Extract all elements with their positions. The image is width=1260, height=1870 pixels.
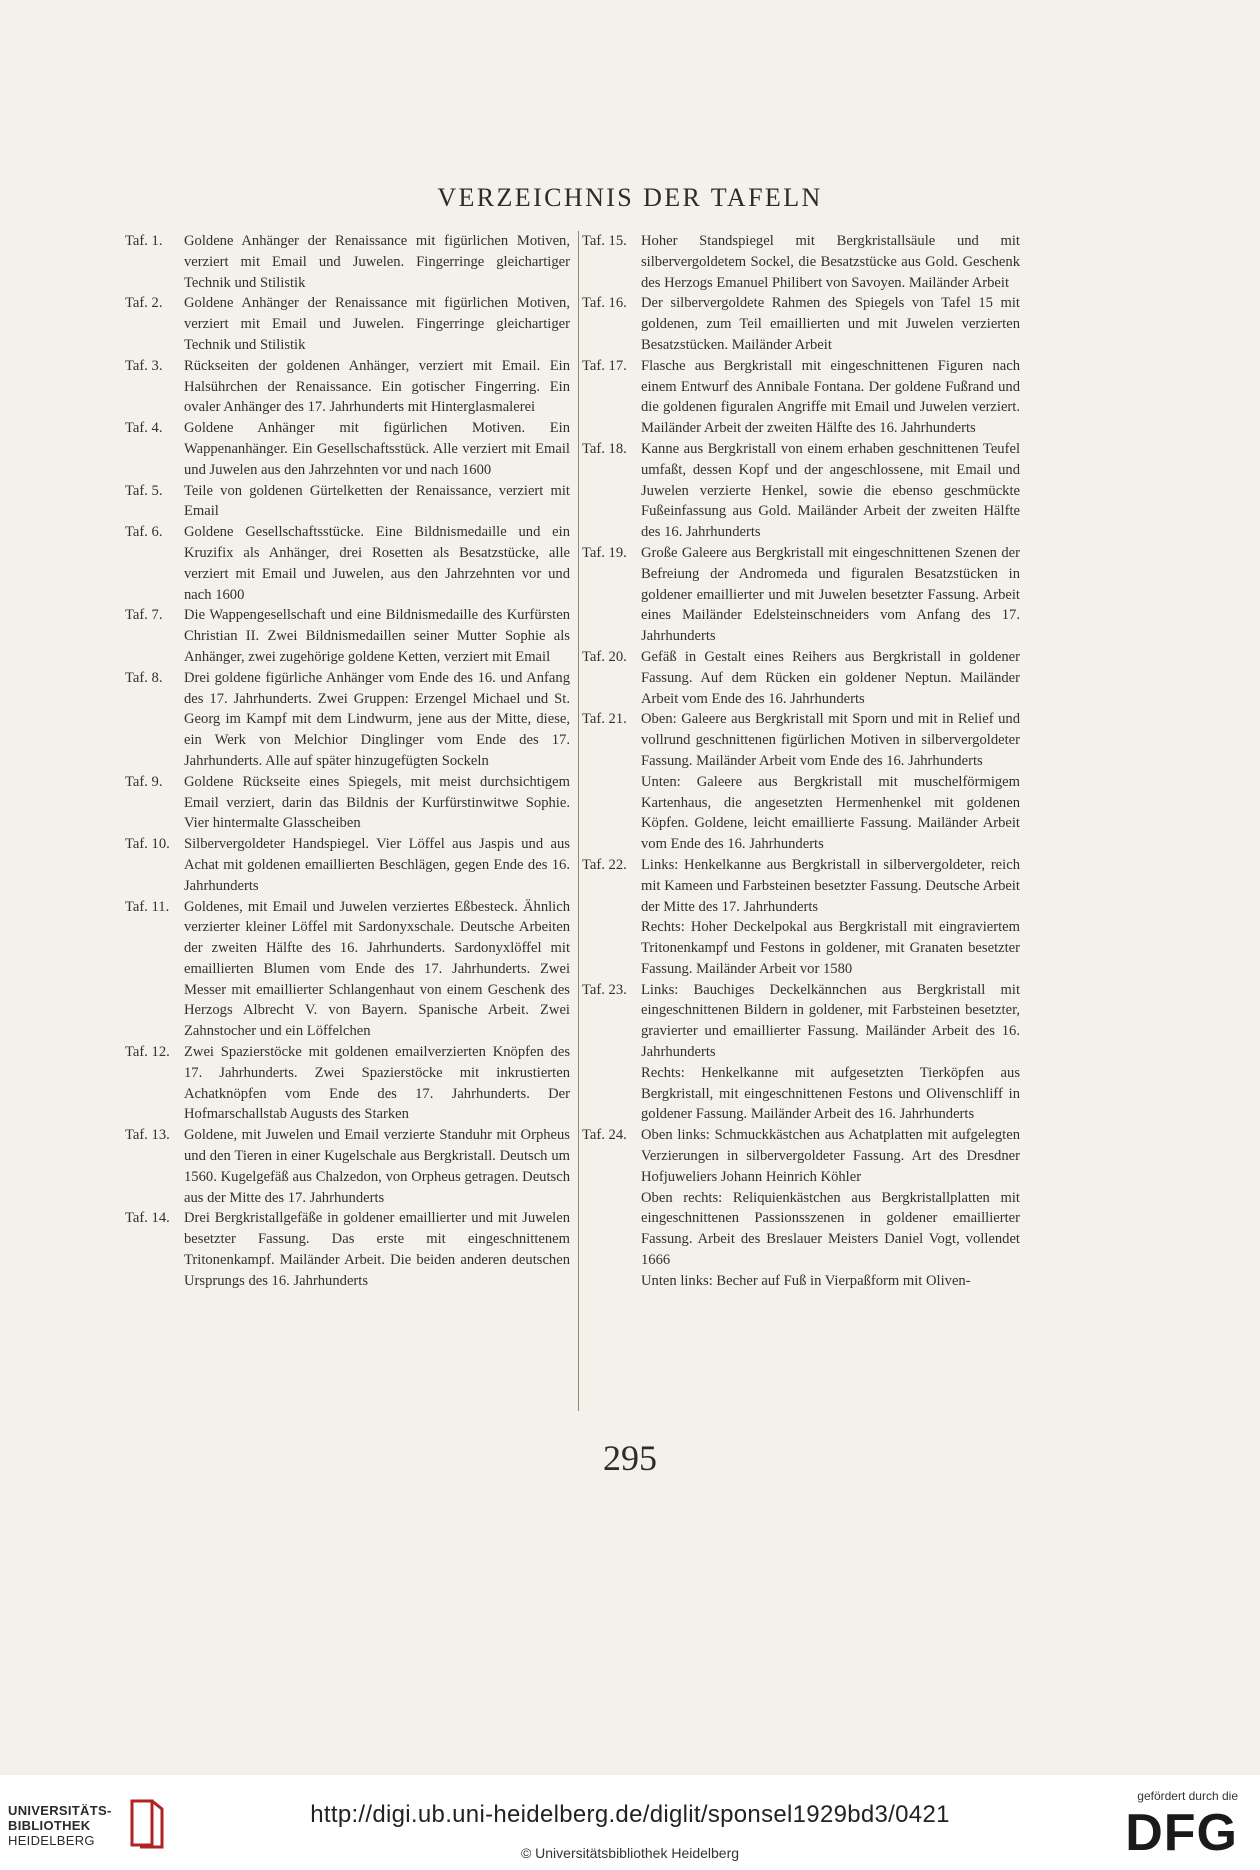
plate-entry	[582, 709, 1020, 855]
plate-entry	[125, 772, 570, 834]
plate-description	[184, 1125, 570, 1208]
plate-entry	[582, 980, 1020, 1126]
plate-description	[641, 980, 1020, 1126]
plate-description-paragraph: Links: Henkelkanne aus Bergkristall in silbervergoldeter, reich mit Kameen und Farbsteinen besetzter Fassung. Deutsche Arbeit der Mitte des 17. Jahrhunderts	[641, 856, 1020, 915]
plate-description	[184, 231, 570, 293]
plate-description-paragraph: Oben rechts: Reliquienkästchen aus Bergkristallplatten mit eingeschnittenen Passionsszenen in goldener emaillierter Fassung. Arbeit des Breslauer Meisters Daniel Vogt, vollendet 1666	[641, 1189, 1020, 1269]
right-column	[582, 231, 1020, 1292]
dfg-logo[interactable]: DFG	[1125, 1804, 1238, 1862]
plate-description	[641, 855, 1020, 980]
plate-entry	[582, 293, 1020, 355]
plate-description-paragraph: Hoher Standspiegel mit Bergkristallsäule und mit silbervergoldetem Sockel, die Besatzstücke aus Gold. Geschenk des Herzogs Emanuel Philibert von Savoyen. Mailänder Arbeit	[641, 233, 1020, 291]
footer-bar	[0, 1775, 1260, 1870]
plate-description-paragraph: Silbervergoldeter Handspiegel. Vier Löffel aus Jaspis und aus Achat mit goldenen emaillierten Beschlägen, gegen Ende des 16. Jahrhunderts	[184, 836, 570, 894]
plate-entry	[125, 481, 570, 523]
plate-description	[184, 897, 570, 1043]
plate-description-paragraph: Goldene Rückseite eines Spiegels, mit meist durchsichtigem Email verziert, darin das Bildnis der Kurfürstinwitwe Sophie. Vier hintermalte Glasscheiben	[184, 773, 570, 832]
plate-entry	[125, 1042, 570, 1125]
plate-entry	[125, 605, 570, 667]
plate-entry	[125, 293, 570, 355]
plate-description-paragraph: Unten links: Becher auf Fuß in Vierpaßform mit Oliven-	[641, 1272, 971, 1289]
plate-number: Taf. 4.	[125, 420, 163, 437]
plate-entry	[582, 543, 1020, 647]
plate-description-paragraph: Goldene Anhänger der Renaissance mit figürlichen Motiven, verziert mit Email und Juwelen. Fingerringe gleichartiger Technik und Stilistik	[184, 295, 570, 353]
plate-description-paragraph: Oben: Galeere aus Bergkristall mit Sporn und mit in Relief und vollrund geschnittenen figürlichen Motiven in silbervergoldeter Fassung. Mailänder Arbeit vom Ende des 16. Jahrhunderts	[641, 711, 1020, 769]
page-number: 295	[603, 1438, 657, 1478]
plate-number: Taf. 18.	[582, 440, 627, 457]
plate-entry	[582, 855, 1020, 980]
plate-description-paragraph: Teile von goldenen Gürtelketten der Renaissance, verziert mit Email	[184, 482, 570, 520]
plate-description	[641, 1125, 1020, 1291]
plate-entry	[125, 1125, 570, 1208]
plate-description-paragraph: Rechts: Henkelkanne mit aufgesetzten Tierköpfen aus Bergkristall, mit eingeschnittenen Festons und Olivenschliff in goldener Fassung. Mailänder Arbeit des 16. Jahrhunderts	[641, 1064, 1020, 1123]
funding-caption: gefördert durch die	[1137, 1789, 1238, 1803]
plate-number: Taf. 20.	[582, 648, 627, 665]
plate-entry	[125, 834, 570, 896]
plate-description	[184, 1042, 570, 1125]
plate-entry	[582, 1125, 1020, 1291]
left-column	[125, 231, 570, 1292]
plate-number: Taf. 8.	[125, 669, 163, 686]
plate-number: Taf. 24.	[582, 1127, 627, 1144]
plate-entry	[125, 231, 570, 293]
plate-entry	[582, 439, 1020, 543]
plate-number: Taf. 7.	[125, 607, 163, 624]
plate-description	[184, 1208, 570, 1291]
document-url-link[interactable]: http://digi.ub.uni-heidelberg.de/diglit/sponsel1929bd3/0421	[310, 1801, 950, 1828]
plate-number: Taf. 9.	[125, 773, 163, 790]
plate-description	[641, 231, 1020, 293]
plate-description-paragraph: Rechts: Hoher Deckelpokal aus Bergkristall mit eingraviertem Tritonenkampf und Festons in goldener, mit Granaten besetzter Fassung. Mailänder Arbeit vor 1580	[641, 919, 1020, 977]
plate-entry	[125, 897, 570, 1043]
plate-number: Taf. 1.	[125, 233, 163, 249]
plate-description-paragraph: Zwei Spazierstöcke mit goldenen emailverzierten Knöpfen des 17. Jahrhunderts. Zwei Spazierstöcke mit inkrustierten Achatknöpfen vom Ende des 17. Jahrhunderts. Der Hofmarschallstab Augusts des Starken	[184, 1044, 570, 1123]
plate-entry	[582, 231, 1020, 293]
plate-description	[184, 668, 570, 772]
plate-description-paragraph: Drei goldene figürliche Anhänger vom Ende des 16. und Anfang des 17. Jahrhunderts. Zwei Gruppen: Erzengel Michael und St. Georg im Kampf mit dem Lindwurm, jene aus der Mitte, diese, ein Werk von Melchior Dinglinger vom Ende des 17. Jahrhunderts. Alle auf später hinzugefügten Sockeln	[184, 669, 570, 769]
plate-description	[184, 418, 570, 480]
library-name-line2: BIBLIOTHEK	[8, 1818, 91, 1833]
plate-number: Taf. 11.	[125, 898, 170, 915]
plate-entry	[125, 356, 570, 418]
plate-number: Taf. 3.	[125, 357, 163, 374]
plate-description-paragraph: Kanne aus Bergkristall von einem erhaben geschnittenen Teufel umfaßt, dessen Kopf und der angeschlossene, mit Email und Juwelen verzierte Henkel, sowie die ebenso geschmückte Fußeinfassung aus Gold. Mailänder Arbeit der zweiten Hälfte des 16. Jahrhunderts	[641, 440, 1020, 541]
plate-description	[184, 834, 570, 896]
plate-number: Taf. 12.	[125, 1044, 170, 1061]
plate-entry	[582, 647, 1020, 709]
column-divider	[578, 231, 579, 1411]
plate-number: Taf. 23.	[582, 981, 627, 998]
copyright-notice: © Universitätsbibliothek Heidelberg	[520, 1845, 740, 1861]
plate-number: Taf. 5.	[125, 482, 163, 499]
plate-number: Taf. 13.	[125, 1127, 170, 1144]
plate-number: Taf. 10.	[125, 836, 170, 853]
plate-description	[184, 772, 570, 834]
plate-description-paragraph: Links: Bauchiges Deckelkännchen aus Bergkristall mit eingeschnittenen Bildern in goldener, mit Farbsteinen besetzter, gravierter und emaillierter Fassung. Mailänder Arbeit des 16. Jahrhunderts	[641, 981, 1020, 1061]
plate-number: Taf. 16.	[582, 295, 627, 312]
plate-description-paragraph: Goldene Gesellschaftsstücke. Eine Bildnismedaille und ein Kruzifix als Anhänger, drei Rosetten als Besatzstücke, alle verziert mit Email und Juwelen, aus den Jahrzehnten vor und nach 1600	[184, 524, 570, 603]
plate-description	[184, 481, 570, 523]
plate-description-paragraph: Goldenes, mit Email und Juwelen verziertes Eßbesteck. Ähnlich verzierter kleiner Löffel mit Sardonyxschale. Deutsche Arbeiten der zweiten Hälfte des 16. Jahrhunderts. Sardonyxlöffel mit emaillierten Blumen vom Ende des 17. Jahrhunderts. Zwei Messer mit emaillierter Schlangenhaut von einem Geschenk des Herzogs Albrecht V. von Bayern. Spanische Arbeit. Zwei Zahnstocher und ein Löffelchen	[184, 898, 570, 1040]
plate-description-paragraph: Flasche aus Bergkristall mit eingeschnittenen Figuren nach einem Entwurf des Annibale Fontana. Der goldene Fußrand und die goldenen figuralen Angriffe mit Email und Juwelen verziert. Mailänder Arbeit der zweiten Hälfte des 16. Jahrhunderts	[641, 357, 1020, 437]
plate-description	[641, 647, 1020, 709]
plate-description-paragraph: Goldene Anhänger der Renaissance mit figürlichen Motiven, verziert mit Email und Juwelen. Fingerringe gleichartiger Technik und Stilistik	[184, 233, 570, 291]
plate-number: Taf. 15.	[582, 233, 627, 249]
plate-description	[641, 439, 1020, 543]
plate-description-paragraph: Goldene, mit Juwelen und Email verzierte Standuhr mit Orpheus und den Tieren in einer Kugelschale aus Bergkristall. Deutsch um 1560. Kugelgefäß aus Chalzedon, von Orpheus getragen. Deutsch aus der Mitte des 17. Jahrhunderts	[184, 1127, 570, 1206]
plate-entry	[125, 522, 570, 605]
page-title: VERZEICHNIS DER TAFELN	[437, 183, 823, 212]
plate-description-paragraph: Goldene Anhänger mit figürlichen Motiven. Ein Wappenanhänger. Ein Gesellschaftsstück. Alle verziert mit Email und Juwelen aus den Jahrzehnten vor und nach 1600	[184, 420, 570, 478]
library-name-line1: UNIVERSITÄTS-	[8, 1803, 112, 1818]
plate-description	[184, 522, 570, 605]
plate-description-paragraph: Oben links: Schmuckkästchen aus Achatplatten mit aufgelegten Verzierungen in silbervergoldeter Fassung. Art des Dresdner Hofjuweliers Johann Heinrich Köhler	[641, 1127, 1020, 1185]
plate-description-paragraph: Die Wappengesellschaft und eine Bildnismedaille des Kurfürsten Christian II. Zwei Bildnismedaillen seiner Mutter Sophie als Anhänger, zwei zugehörige goldene Ketten, verziert mit Email	[184, 607, 570, 665]
plate-number: Taf. 19.	[582, 544, 627, 561]
plate-number: Taf. 21.	[582, 711, 627, 728]
plate-description	[184, 293, 570, 355]
plate-number: Taf. 14.	[125, 1210, 170, 1227]
plate-number: Taf. 17.	[582, 357, 627, 374]
plate-description	[184, 356, 570, 418]
plate-description	[184, 605, 570, 667]
plate-entry	[582, 356, 1020, 439]
plate-description-paragraph: Große Galeere aus Bergkristall mit eingeschnittenen Szenen der Befreiung der Andromeda und figuralen Besatzstücken in goldener emaillierter und mit Juwelen besetzter Fassung. Arbeit eines Mailänder Edelsteinschneiders vom Anfang des 17. Jahrhunderts	[641, 544, 1020, 645]
plate-number: Taf. 2.	[125, 295, 163, 312]
plate-description	[641, 709, 1020, 855]
plate-entry	[125, 418, 570, 480]
plate-number: Taf. 22.	[582, 856, 627, 873]
plate-entry	[125, 668, 570, 772]
library-name-line3: HEIDELBERG	[8, 1833, 95, 1848]
plate-description	[641, 356, 1020, 439]
plate-description-paragraph: Gefäß in Gestalt eines Reihers aus Bergkristall in goldener Fassung. Auf dem Rücken ein goldener Neptun. Mailänder Arbeit vom Ende des 16. Jahrhunderts	[641, 648, 1020, 707]
plate-description	[641, 543, 1020, 647]
plate-description-paragraph: Der silbervergoldete Rahmen des Spiegels von Tafel 15 mit goldenen, zum Teil emaillierten und mit Juwelen verzierten Besatzstücken. Mailänder Arbeit	[641, 295, 1020, 353]
plate-description-paragraph: Unten: Galeere aus Bergkristall mit muschelförmigem Kartenhaus, die angesetzten Hermenhenkel mit goldenen Köpfen. Goldene, leicht emaillierte Fassung. Mailänder Arbeit vom Ende des 16. Jahrhunderts	[641, 773, 1020, 853]
plate-description-paragraph: Drei Bergkristallgefäße in goldener emaillierter und mit Juwelen besetzter Fassung. Das erste mit eingeschnittenem Tritonenkampf. Mailänder Arbeit. Die beiden anderen deutschen Ursprungs des 16. Jahrhunderts	[184, 1210, 570, 1289]
plate-description-paragraph: Rückseiten der goldenen Anhänger, verziert mit Email. Ein Halsührchen der Renaissance. Ein gotischer Fingerring. Ein ovaler Anhänger des 17. Jahrhunderts mit Hinterglasmalerei	[184, 357, 570, 416]
plate-entry	[125, 1208, 570, 1291]
plate-number: Taf. 6.	[125, 524, 163, 541]
plate-description	[641, 293, 1020, 355]
